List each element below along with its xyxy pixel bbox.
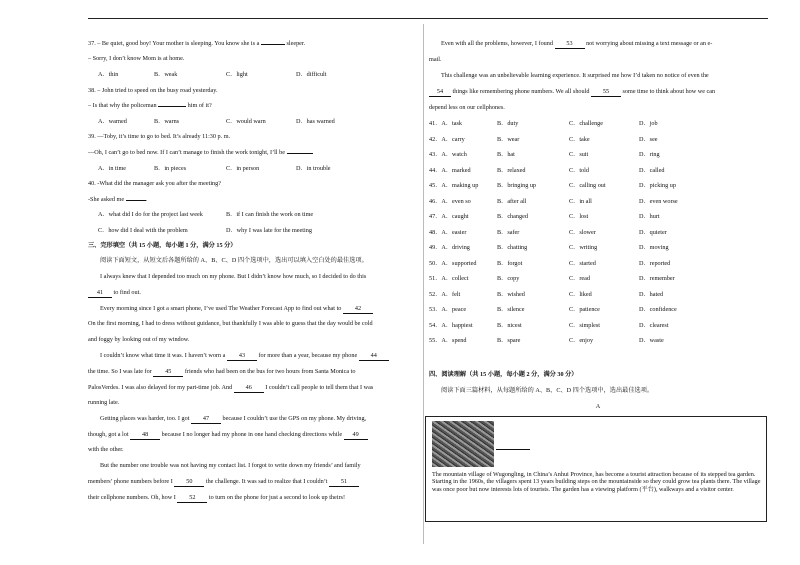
option-a[interactable]: 47．A．caught (429, 213, 469, 220)
option-a[interactable]: A．in time (98, 165, 127, 172)
passage-a-box (425, 416, 767, 522)
photo-caption-rule (496, 449, 530, 450)
option-a[interactable]: 41．A．task (429, 120, 462, 127)
option-c[interactable]: C．suit (569, 151, 589, 158)
passage-line: depend less on our cellphones. (429, 104, 505, 111)
option-c[interactable]: C．patience (569, 306, 600, 313)
answer-blank[interactable] (287, 153, 313, 154)
option-d[interactable]: D．quieter (639, 228, 667, 236)
option-d[interactable]: D．waste (639, 337, 664, 344)
option-d[interactable]: D．ring (639, 151, 660, 158)
option-c[interactable]: C．liked (569, 290, 592, 298)
passage-line: and foggy by looking out of my window. (88, 336, 190, 343)
option-c[interactable]: C．slower (569, 228, 596, 236)
option-c[interactable]: C．how did I deal with the problem (98, 227, 188, 234)
option-d[interactable]: D．difficult (296, 71, 327, 78)
option-c[interactable]: C．started (569, 259, 596, 267)
passage-line: the time. So I was late for 45 friends who had been on the bus for two hours from Santa Monica to (88, 368, 356, 375)
option-d[interactable]: D．clearest (639, 321, 669, 329)
option-b[interactable]: B．wished (497, 290, 525, 298)
passage-line: On the first morning, I had to dress without guidance, but thankfully I was able to guess that the day would be cold (88, 320, 373, 327)
option-b[interactable]: B．safer (497, 228, 520, 236)
passage-line: mail. (429, 56, 442, 63)
passage-line: members’ phone numbers before I 50 the challenge. It was sad to realize that I couldn’t 51 (88, 478, 359, 487)
option-b[interactable]: B．forgot (497, 259, 523, 267)
cloze-blank-45[interactable]: 45 (153, 368, 183, 377)
option-d[interactable]: D．see (639, 135, 658, 143)
section-4-instructions: 阅读下面三篇材料，从每题所给的 A、B、C、D 四个选项中，选出最佳选项。 (441, 387, 654, 394)
option-b[interactable]: B．chatting (497, 244, 528, 251)
option-a[interactable]: 46．A．even so (429, 197, 471, 205)
cloze-blank-46[interactable]: 46 (234, 384, 264, 393)
question-37-reply: – Sorry, I don’t know Mom is at home. (88, 55, 185, 62)
question-38-reply: – Is that why the policeman him of it? (88, 102, 212, 109)
option-b[interactable]: B．duty (497, 120, 519, 127)
option-b[interactable]: B．hat (497, 151, 515, 158)
column-divider (423, 24, 424, 544)
passage-line: I always knew that I depended too much on my phone. But I didn’t know how much, so I decided to do this (100, 273, 367, 280)
option-a[interactable]: 45．A．making up (429, 182, 479, 189)
option-b[interactable]: B．silence (497, 306, 525, 313)
option-d[interactable]: D．hurt (639, 213, 660, 220)
cloze-blank-41[interactable]: 41 (88, 289, 112, 298)
option-b[interactable]: B．bringing up (497, 182, 537, 189)
option-c[interactable]: C．read (569, 275, 590, 282)
passage-line: their cellphone numbers. Oh, how I 52 to turn on the phone for just a second to look up theirs! (88, 494, 346, 501)
option-b[interactable]: B．nicest (497, 321, 522, 329)
option-a[interactable]: A．what did I do for the project last week (98, 211, 203, 218)
passage-line: running late. (88, 399, 120, 406)
option-d[interactable]: D．moving (639, 244, 669, 251)
question-39-reply: —Oh, I can’t go to bed now. If I can’t manage to finish the work tonight, I’ll be (88, 149, 313, 157)
section-3-instructions: 阅读下面短文，从短文后各题所给的 A、B、C、D 四个选项中，选出可以填入空白处的最佳选项。 (100, 257, 368, 264)
cloze-blank-52[interactable]: 52 (177, 494, 207, 503)
option-c[interactable]: C．challenge (569, 120, 604, 127)
question-37: 37. – Be quiet, good boy! Your mother is sleeping. You know she is a sleeper. (88, 40, 306, 47)
option-a[interactable]: 51．A．collect (429, 275, 469, 282)
option-d[interactable]: D．has warned (296, 118, 335, 125)
passage-a-text: The mountain village of Wugongling, in China’s Anhui Province, has become a tourist attraction because of its stepped tea garden. Starting in the 1960s, the villagers spent 13 years building steps on the mountainside so they could grow tea plants there. The village was once poor but now interests lots of tourists. The garden has a viewing platform (平台), walkways and a visitor center. (432, 471, 761, 493)
passage-line: Getting places was harder, too. I got 47 because I couldn’t use the GPS on my phone. My driving, (100, 415, 367, 422)
cloze-blank-48[interactable]: 48 (130, 431, 160, 440)
option-d[interactable]: D．even worse (639, 197, 678, 205)
cloze-blank-54[interactable]: 54 (429, 88, 451, 97)
option-d[interactable]: D．confidence (639, 306, 677, 313)
option-b[interactable]: B．copy (497, 275, 520, 282)
option-a[interactable]: 54．A．happiest (429, 321, 473, 329)
option-a[interactable]: 55．A．spend (429, 337, 467, 344)
cloze-blank-47[interactable]: 47 (191, 415, 221, 424)
option-c[interactable]: C．take (569, 135, 590, 143)
option-d[interactable]: D．called (639, 166, 665, 174)
passage-line: This challenge was an unbelievable learning experience. It surprised me how I’d taken no notice of even the (441, 72, 709, 79)
option-b[interactable]: B．relaxed (497, 166, 526, 174)
option-c[interactable]: C．light (226, 71, 248, 78)
option-a[interactable]: A．warned (98, 118, 127, 125)
tea-garden-photo (432, 421, 494, 467)
cloze-blank-53[interactable]: 53 (555, 40, 585, 49)
cloze-blank-42[interactable]: 42 (343, 305, 373, 314)
cloze-blank-49[interactable]: 49 (344, 431, 368, 440)
option-a[interactable]: 42．A．carry (429, 135, 465, 143)
passage-line: Even with all the problems, however, I found 53 not worrying about missing a text message or an e- (441, 40, 713, 47)
option-b[interactable]: B．wear (497, 135, 520, 143)
option-b[interactable]: B．spare (497, 337, 521, 344)
option-c[interactable]: C．lost (569, 213, 589, 220)
option-b[interactable]: B．weak (154, 71, 178, 78)
option-b[interactable]: B．after all (497, 197, 527, 205)
option-b[interactable]: B．in pieces (154, 165, 187, 172)
passage-label: A (595, 403, 601, 410)
question-40: 40. -What did the manager ask you after the meeting? (88, 180, 221, 187)
option-b[interactable]: B．warns (154, 118, 180, 125)
option-d[interactable]: D．in trouble (296, 165, 331, 172)
option-c[interactable]: C．in person (226, 165, 260, 172)
option-d[interactable]: D．hated (639, 290, 664, 298)
passage-line: Every morning since I got a smart phone, I’ve used The Weather Forecast App to find out what to 42 (100, 305, 373, 314)
option-a[interactable]: 44．A．marked (429, 166, 471, 174)
option-a[interactable]: 53．A．peace (429, 306, 467, 313)
option-c[interactable]: C．enjoy (569, 337, 594, 344)
option-a[interactable]: 48．A．easier (429, 228, 467, 236)
option-a[interactable]: 43．A．watch (429, 151, 467, 158)
passage-line: 41 to find out. (88, 289, 141, 298)
option-a[interactable]: 50．A．supported (429, 259, 477, 267)
option-c[interactable]: C．simplest (569, 321, 600, 329)
option-d[interactable]: D．job (639, 120, 658, 127)
option-d[interactable]: D．why I was late for the meeting (226, 227, 312, 234)
option-c[interactable]: C．in all (569, 197, 592, 205)
option-c[interactable]: C．would warn (226, 118, 266, 125)
question-39: 39. —Toby, it’s time to go to bed. It’s already 11:30 p. m. (88, 133, 231, 140)
option-b[interactable]: B．changed (497, 213, 528, 220)
option-a[interactable]: 52．A．felt (429, 290, 461, 298)
section-3-title: 三、完形填空（共 15 小题，每小题 1 分，满分 15 分） (88, 242, 237, 249)
option-c[interactable]: C．writing (569, 244, 598, 251)
option-d[interactable]: D．reported (639, 259, 671, 267)
cloze-blank-51[interactable]: 51 (329, 478, 359, 487)
passage-line: PalosVerdes. I was also delayed for my part-time job. And 46 I couldn’t call people to tell them that I was (88, 384, 374, 391)
passage-line: with the other. (88, 446, 124, 453)
passage-line: But the number one trouble was not having my contact list. I forgot to write down my friends’ and family (100, 462, 361, 469)
cloze-blank-43[interactable]: 43 (227, 352, 257, 361)
question-38: 38. – John tried to speed on the busy road yesterday. (88, 87, 218, 94)
section-4-title: 四、阅读理解（共 15 小题，每小题 2 分，满分 30 分） (429, 371, 578, 378)
option-c[interactable]: C．calling out (569, 182, 606, 189)
answer-blank[interactable] (261, 44, 285, 45)
header-rule (88, 18, 768, 19)
answer-blank[interactable] (126, 200, 146, 201)
cloze-blank-50[interactable]: 50 (174, 478, 204, 487)
passage-line: 54 things like remembering phone numbers. We all should 55 some time to think about how we can (429, 88, 715, 97)
option-d[interactable]: D．remember (639, 275, 675, 282)
question-40-reply: -She asked me . (88, 196, 148, 203)
passage-line: though, got a lot 48 because I no longer had my phone in one hand checking directions while 49 (88, 431, 368, 440)
option-a[interactable]: 49．A．driving (429, 244, 470, 251)
option-b[interactable]: B．if I can finish the work on time (226, 211, 314, 218)
option-a[interactable]: A．thin (98, 71, 119, 78)
option-c[interactable]: C．told (569, 166, 589, 174)
passage-line: I couldn’t know what time it was. I haven’t worn a 43 for more than a year, because my phone 44 (100, 352, 389, 361)
option-d[interactable]: D．picking up (639, 182, 676, 189)
answer-blank[interactable] (158, 106, 186, 107)
cloze-blank-44[interactable]: 44 (359, 352, 389, 361)
cloze-blank-55[interactable]: 55 (591, 88, 621, 97)
